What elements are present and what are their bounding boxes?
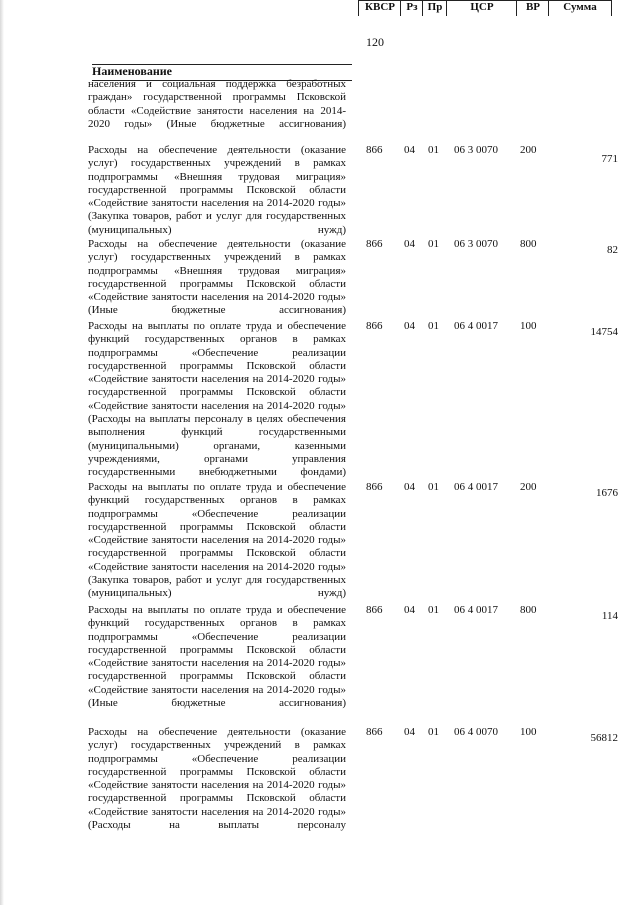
row-kvsr: 866 <box>366 320 383 332</box>
row-pr: 01 <box>428 604 439 616</box>
row-csr: 06 4 0017 <box>454 481 498 493</box>
column-header-vr: ВР <box>516 0 549 16</box>
row-vr: 800 <box>520 238 537 250</box>
row-name: Расходы на обеспечение деятельности (оказание услуг) государственных учреждений в рамках подпрограммы «Обеспечение реализации государственной программы Псковской области «Содействие занятости населения на 2014-2020 годы» государственной программы Псковской области «Содействие занятости населения на 2014-2020 годы» (Расходы на выплаты персоналу <box>88 726 346 832</box>
row-sum: 82 <box>607 244 618 256</box>
row-name: Расходы на обеспечение деятельности (оказание услуг) государственных учреждений в рамках подпрограммы «Внешняя трудовая миграция» государственной программы Псковской области «Содействие занятости населения на 2014-2020 годы» (Закупка товаров, работ и услуг для государственных (муниципальных) нужд) <box>88 144 346 236</box>
row-kvsr: 866 <box>366 144 383 156</box>
row-sum: 1676 <box>596 487 618 499</box>
row-kvsr: 866 <box>366 726 383 738</box>
row-pr: 01 <box>428 481 439 493</box>
row-name: Расходы на обеспечение деятельности (оказание услуг) государственных учреждений в рамках подпрограммы «Внешняя трудовая миграция» государственной программы Псковской области «Содействие занятости населения на 2014-2020 годы» (Иные бюджетные ассигнования) <box>88 238 346 317</box>
row-sum: 114 <box>601 610 618 622</box>
row-name: Расходы на выплаты по оплате труда и обеспечение функций государственных органов в рамках подпрограммы «Обеспечение реализации государственной программы Псковской области «Содействие занятости населения на 2014-2020 годы» государственной программы Псковской области «Содействие занятости населения на 2014-2020 годы» (Иные бюджетные ассигнования) <box>88 604 346 710</box>
row-pr: 01 <box>428 726 439 738</box>
row-rz: 04 <box>404 238 415 250</box>
row-rz: 04 <box>404 144 415 156</box>
column-header-csr: ЦСР <box>446 0 517 16</box>
row-vr: 100 <box>520 726 537 738</box>
row-rz: 04 <box>404 726 415 738</box>
row-pr: 01 <box>428 238 439 250</box>
column-header-name: Наименование <box>92 64 352 81</box>
row-kvsr: 866 <box>366 238 383 250</box>
column-header-rz: Рз <box>400 0 423 16</box>
row-name: Расходы на выплаты по оплате труда и обеспечение функций государственных органов в рамках подпрограммы «Обеспечение реализации государственной программы Псковской области «Содействие занятости населения на 2014-2020 годы» государственной программы Псковской области «Содействие занятости населения на 2014-2020 годы» (Расходы на выплаты персоналу в целях обеспечения выполнения функций государственными (муниципальными) органами, казенными учреждениями, органами управления государственными внебюджетными фондами) <box>88 320 346 479</box>
column-header-pr: Пр <box>422 0 447 16</box>
row-sum: 14754 <box>590 326 618 338</box>
row-rz: 04 <box>404 481 415 493</box>
column-header-sum: Сумма <box>548 0 612 16</box>
row-vr: 800 <box>520 604 537 616</box>
row-kvsr: 866 <box>366 481 383 493</box>
row-name: Расходы на выплаты по оплате труда и обеспечение функций государственных органов в рамках подпрограммы «Обеспечение реализации государственной программы Псковской области «Содействие занятости населения на 2014-2020 годы» государственной программы Псковской области «Содействие занятости населения на 2014-2020 годы» (Закупка товаров, работ и услуг для государственных (муниципальных) нужд) <box>88 481 346 600</box>
row-vr: 100 <box>520 320 537 332</box>
row-sum: 56812 <box>590 732 618 744</box>
row-csr: 06 3 0070 <box>454 144 498 156</box>
row-csr: 06 4 0070 <box>454 726 498 738</box>
row-rz: 04 <box>404 320 415 332</box>
row-csr: 06 3 0070 <box>454 238 498 250</box>
row-rz: 04 <box>404 604 415 616</box>
row-kvsr: 866 <box>366 604 383 616</box>
page-number: 120 <box>366 35 384 49</box>
column-header-kvsr: КВСР <box>358 0 401 16</box>
row-csr: 06 4 0017 <box>454 604 498 616</box>
scan-edge-shadow <box>0 0 4 905</box>
row-name: населения и социальная поддержка безработных граждан» государственной программы Псковской области «Содействие занятости населения на 2014-2020 годы» (Иные бюджетные ассигнования) <box>88 78 346 130</box>
row-pr: 01 <box>428 144 439 156</box>
row-pr: 01 <box>428 320 439 332</box>
row-vr: 200 <box>520 144 537 156</box>
row-sum: 771 <box>601 153 618 165</box>
row-vr: 200 <box>520 481 537 493</box>
row-csr: 06 4 0017 <box>454 320 498 332</box>
